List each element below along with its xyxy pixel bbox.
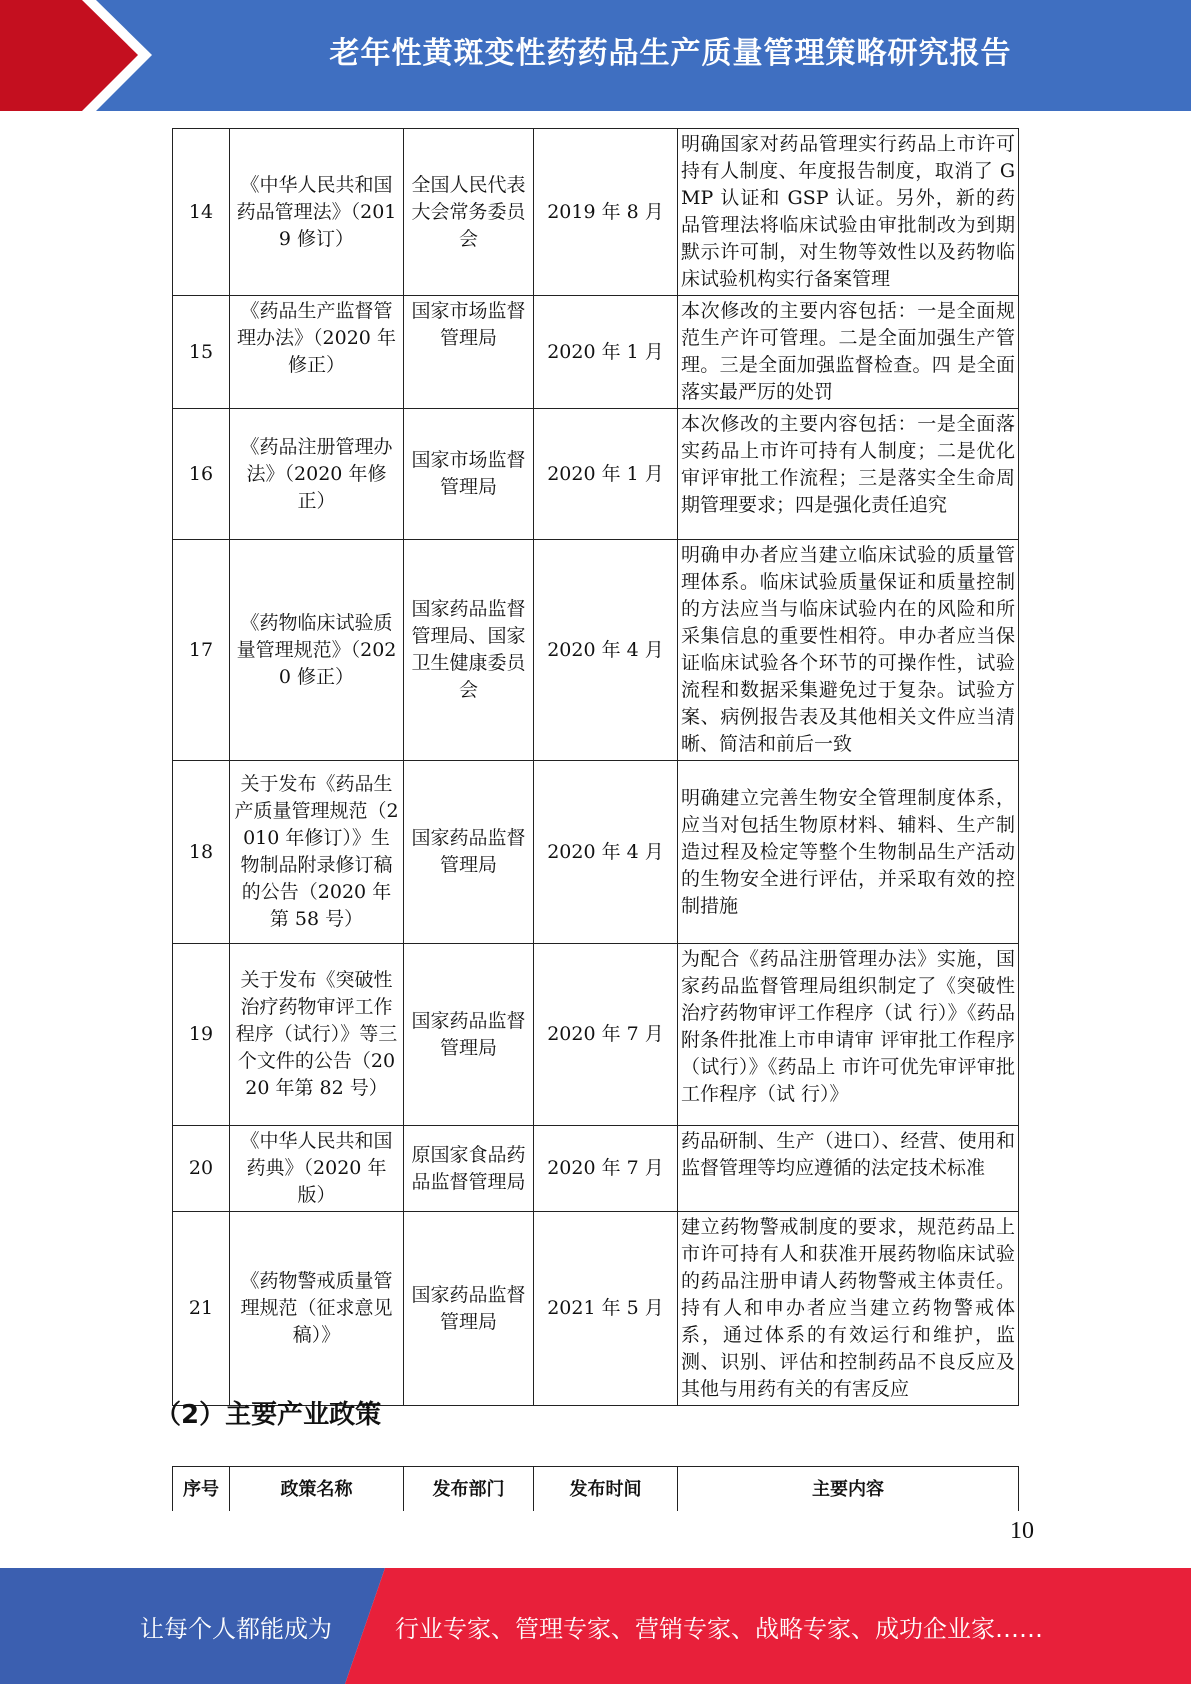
issue-date: 2020 年 4 月 — [534, 761, 678, 944]
issuing-dept: 国家药品监督管理局 — [404, 944, 534, 1126]
main-content: 明确建立完善生物安全管理制度体系，应当对包括生物原材料、辅料、生产制造过程及检定等整个生物制品生产活动的生物安全进行评估，并采取有效的控制措施 — [678, 761, 1019, 944]
issue-date: 2020 年 7 月 — [534, 944, 678, 1126]
issue-date: 2021 年 5 月 — [534, 1212, 678, 1406]
policy-name: 《药物临床试验质量管理规范》（2020 修正） — [230, 540, 404, 761]
table-row — [173, 129, 1019, 296]
table-row — [173, 1126, 1019, 1212]
policy-table — [172, 128, 1019, 1406]
header-cell-content: 主要内容 — [678, 1467, 1019, 1512]
footer-banner — [0, 1568, 1191, 1684]
footer-slogan-right: 行业专家、管理专家、营销专家、战略专家、成功企业家…… — [395, 1614, 1043, 1643]
row-number: 21 — [173, 1212, 230, 1406]
issue-date: 2020 年 1 月 — [534, 296, 678, 409]
issue-date: 2019 年 8 月 — [534, 129, 678, 296]
header-cell-number: 序号 — [173, 1467, 230, 1512]
table-row — [173, 761, 1019, 944]
main-content: 本次修改的主要内容包括：一是全面规范生产许可管理。二是全面加强生产管理。三是全面加强监督检查。四 是全面落实最严厉的处罚 — [678, 296, 1019, 409]
issue-date: 2020 年 1 月 — [534, 409, 678, 540]
issuing-dept: 原国家食品药品监督管理局 — [404, 1126, 534, 1212]
row-number: 17 — [173, 540, 230, 761]
row-number: 15 — [173, 296, 230, 409]
main-content: 建立药物警戒制度的要求，规范药品上市许可持有人和获准开展药物临床试验的药品注册申请人药物警戒主体责任。持有人和申办者应当建立药物警戒体系，通过体系的有效运行和维护，监测、识别、评估和控制药品不良反应及其他与用药有关的有害反应 — [678, 1212, 1019, 1406]
main-content: 药品研制、生产（进口）、经营、使用和监督管理等均应遵循的法定技术标准 — [678, 1126, 1019, 1212]
header-cell-policy-name: 政策名称 — [230, 1467, 404, 1512]
table-row — [173, 1212, 1019, 1406]
table-row — [173, 409, 1019, 540]
row-number: 16 — [173, 409, 230, 540]
main-content: 明确申办者应当建立临床试验的质量管理体系。临床试验质量保证和质量控制的方法应当与临床试验内在的风险和所采集信息的重要性相符。申办者应当保证临床试验各个环节的可操作性，试验流程和数据采集避免过于复杂。试验方案、病例报告表及其他相关文件应当清晰、简洁和前后一致 — [678, 540, 1019, 761]
header-arrow-icon — [0, 0, 160, 111]
issuing-dept: 国家药品监督管理局 — [404, 1212, 534, 1406]
issuing-dept: 国家市场监督管理局 — [404, 296, 534, 409]
main-content: 为配合《药品注册管理办法》实施，国家药品监督管理局组织制定了《突破性治疗药物审评工作程序（试 行）》《药品附条件批准上市申请审 评审批工作程序（试行）》《药品上 市许可优先审评审批工作程序（试 行）》 — [678, 944, 1019, 1126]
main-content: 本次修改的主要内容包括：一是全面落实药品上市许可持有人制度；二是优化审评审批工作流程；三是落实全生命周期管理要求；四是强化责任追究 — [678, 409, 1019, 540]
table-row — [173, 296, 1019, 409]
header-banner — [0, 0, 1191, 111]
policy-name: 《药品生产监督管理办法》（2020 年修正） — [230, 296, 404, 409]
row-number: 14 — [173, 129, 230, 296]
issuing-dept: 国家药品监督管理局、国家卫生健康委员会 — [404, 540, 534, 761]
policy-name: 《药品注册管理办法》（2020 年修正） — [230, 409, 404, 540]
table-row — [173, 540, 1019, 761]
issue-date: 2020 年 7 月 — [534, 1126, 678, 1212]
footer-slogan-left: 让每个人都能成为 — [140, 1614, 332, 1643]
policy-name: 《中华人民共和国药品管理法》（2019 修订） — [230, 129, 404, 296]
main-content: 明确国家对药品管理实行药品上市许可持有人制度、年度报告制度，取消了 GMP 认证和 GSP 认证。另外，新的药品管理法将临床试验由审批制改为到期默示许可制，对生物等效性以及药物临床试验机构实行备案管理 — [678, 129, 1019, 296]
issuing-dept: 国家市场监督管理局 — [404, 409, 534, 540]
issuing-dept: 全国人民代表大会常务委员会 — [404, 129, 534, 296]
policy-name: 关于发布《药品生产质量管理规范（2010 年修订）》生物制品附录修订稿的公告（2020 年第 58 号） — [230, 761, 404, 944]
header-cell-date: 发布时间 — [534, 1467, 678, 1512]
issuing-dept: 国家药品监督管理局 — [404, 761, 534, 944]
page-number: 10 — [1010, 1518, 1034, 1544]
row-number: 20 — [173, 1126, 230, 1212]
policy-name: 《中华人民共和国药典》（2020 年版） — [230, 1126, 404, 1212]
industry-policy-table — [172, 1466, 1019, 1511]
row-number: 19 — [173, 944, 230, 1126]
issue-date: 2020 年 4 月 — [534, 540, 678, 761]
section-heading: （2）主要产业政策 — [155, 1400, 382, 1430]
policy-name: 《药物警戒质量管理规范（征求意见稿）》 — [230, 1212, 404, 1406]
table-header-row — [173, 1467, 1019, 1512]
table-row — [173, 944, 1019, 1126]
row-number: 18 — [173, 761, 230, 944]
header-cell-dept: 发布部门 — [404, 1467, 534, 1512]
report-title: 老年性黄斑变性药药品生产质量管理策略研究报告 — [329, 36, 1012, 71]
policy-name: 关于发布《突破性治疗药物审评工作程序（试行）》等三个文件的公告（2020 年第 82 号） — [230, 944, 404, 1126]
